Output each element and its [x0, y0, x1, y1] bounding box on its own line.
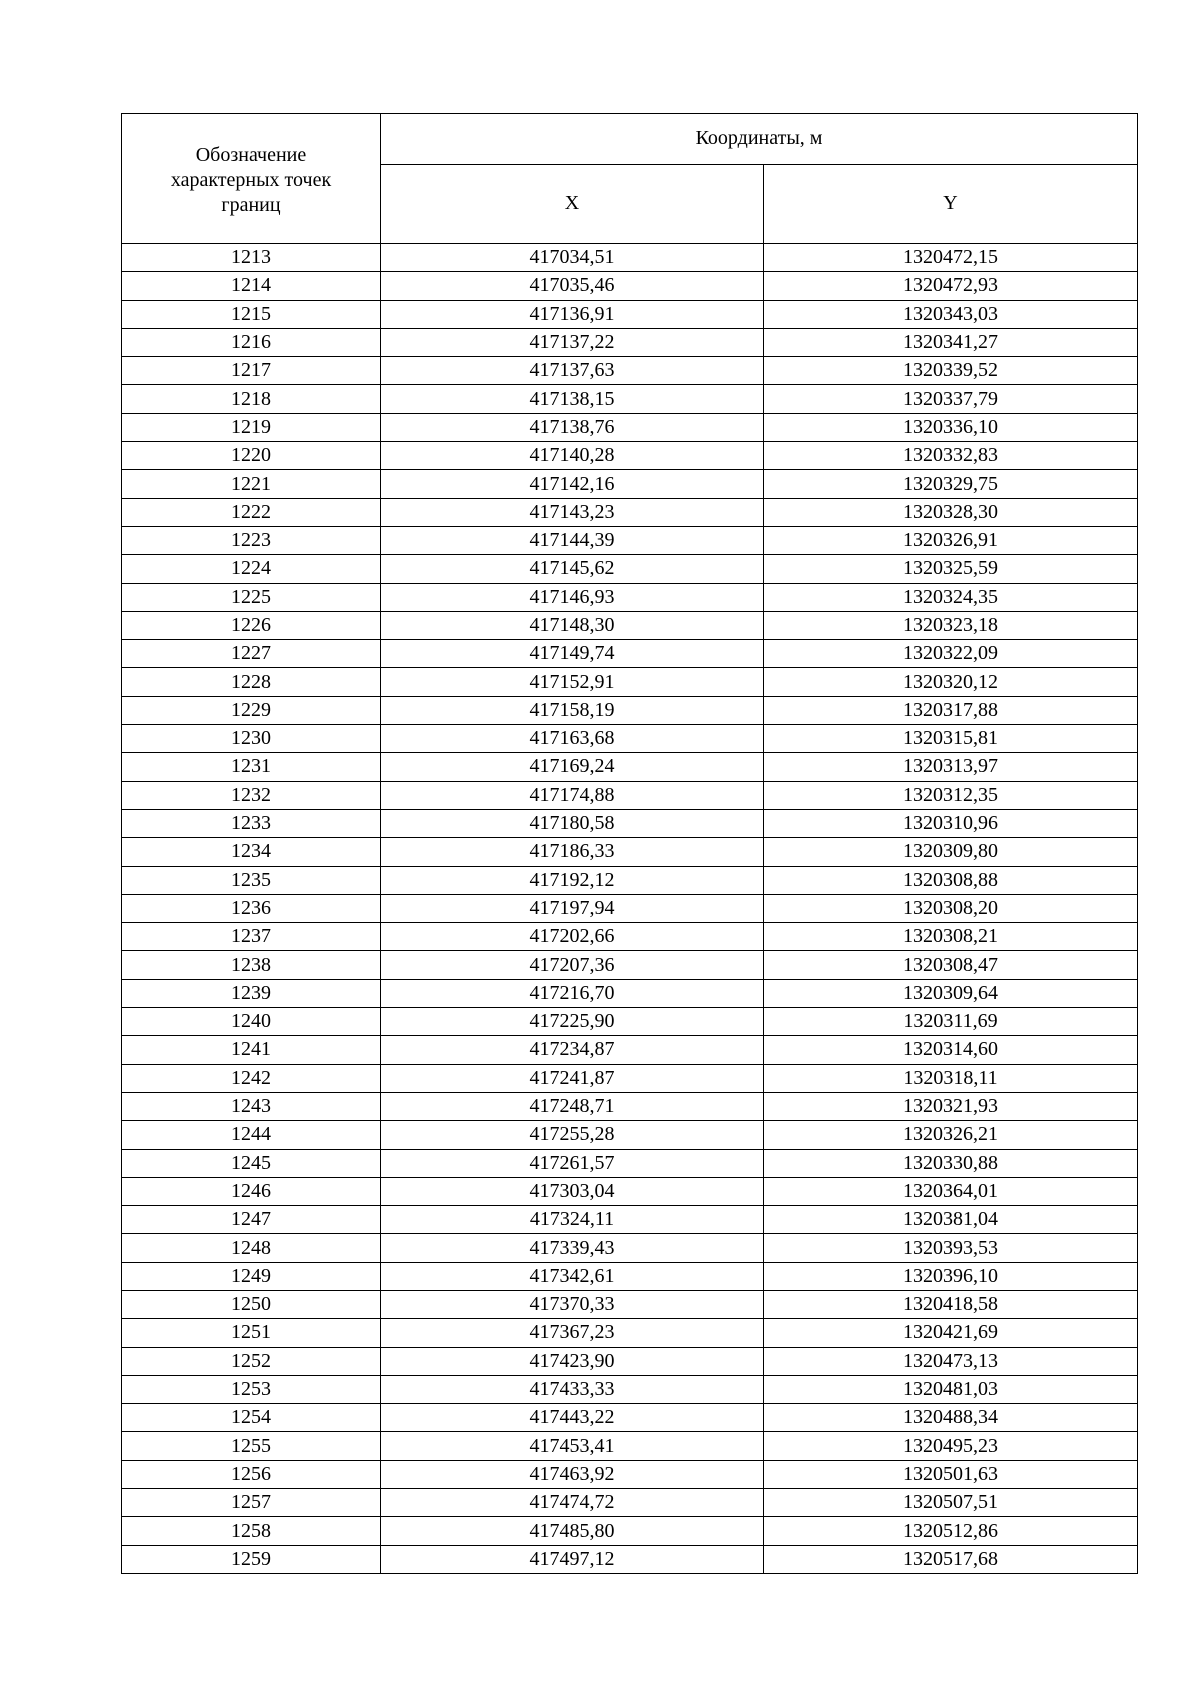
table-row [122, 781, 1138, 809]
point-number-cell: 1241 [122, 1036, 381, 1064]
x-coordinate-cell: 417197,94 [381, 894, 764, 922]
y-coordinate-cell: 1320309,80 [764, 838, 1138, 866]
y-column-header: Y [764, 164, 1138, 243]
y-coordinate-cell: 1320329,75 [764, 470, 1138, 498]
table-row [122, 1149, 1138, 1177]
table-row [122, 1234, 1138, 1262]
point-number-cell: 1248 [122, 1234, 381, 1262]
point-number-cell: 1245 [122, 1149, 381, 1177]
table-row [122, 1036, 1138, 1064]
point-number-cell: 1250 [122, 1290, 381, 1318]
y-coordinate-cell: 1320336,10 [764, 413, 1138, 441]
point-number-cell: 1221 [122, 470, 381, 498]
y-coordinate-cell: 1320325,59 [764, 555, 1138, 583]
point-designation-header [122, 114, 381, 244]
point-number-cell: 1229 [122, 696, 381, 724]
table-row [122, 272, 1138, 300]
y-coordinate-cell: 1320364,01 [764, 1177, 1138, 1205]
point-number-cell: 1213 [122, 244, 381, 272]
y-coordinate-cell: 1320396,10 [764, 1262, 1138, 1290]
point-number-cell: 1230 [122, 725, 381, 753]
table-row [122, 668, 1138, 696]
table-row [122, 1121, 1138, 1149]
table-row [122, 328, 1138, 356]
point-number-cell: 1256 [122, 1460, 381, 1488]
table-row [122, 583, 1138, 611]
point-number-cell: 1219 [122, 413, 381, 441]
x-coordinate-cell: 417174,88 [381, 781, 764, 809]
x-coordinate-cell: 417146,93 [381, 583, 764, 611]
table-row [122, 838, 1138, 866]
y-coordinate-cell: 1320473,13 [764, 1347, 1138, 1375]
y-coordinate-cell: 1320323,18 [764, 611, 1138, 639]
point-number-cell: 1227 [122, 640, 381, 668]
point-number-cell: 1247 [122, 1206, 381, 1234]
point-number-cell: 1254 [122, 1404, 381, 1432]
table-row [122, 809, 1138, 837]
x-coordinate-cell: 417143,23 [381, 498, 764, 526]
x-coordinate-cell: 417234,87 [381, 1036, 764, 1064]
y-coordinate-cell: 1320507,51 [764, 1489, 1138, 1517]
y-coordinate-cell: 1320339,52 [764, 357, 1138, 385]
x-coordinate-cell: 417163,68 [381, 725, 764, 753]
point-number-cell: 1231 [122, 753, 381, 781]
point-number-cell: 1214 [122, 272, 381, 300]
table-row [122, 866, 1138, 894]
x-coordinate-cell: 417035,46 [381, 272, 764, 300]
x-coordinate-cell: 417138,76 [381, 413, 764, 441]
table-row [122, 470, 1138, 498]
point-number-cell: 1233 [122, 809, 381, 837]
x-coordinate-cell: 417207,36 [381, 951, 764, 979]
table-row [122, 725, 1138, 753]
coordinates-header: Координаты, м [381, 114, 1138, 165]
point-number-cell: 1226 [122, 611, 381, 639]
table-row [122, 979, 1138, 1007]
table-row [122, 442, 1138, 470]
x-column-header: X [381, 164, 764, 243]
x-coordinate-cell: 417324,11 [381, 1206, 764, 1234]
x-coordinate-cell: 417144,39 [381, 526, 764, 554]
y-coordinate-cell: 1320332,83 [764, 442, 1138, 470]
x-coordinate-cell: 417152,91 [381, 668, 764, 696]
point-number-cell: 1224 [122, 555, 381, 583]
y-coordinate-cell: 1320313,97 [764, 753, 1138, 781]
table-row [122, 1404, 1138, 1432]
table-row [122, 1517, 1138, 1545]
y-coordinate-cell: 1320320,12 [764, 668, 1138, 696]
y-coordinate-cell: 1320308,88 [764, 866, 1138, 894]
y-coordinate-cell: 1320309,64 [764, 979, 1138, 1007]
x-coordinate-cell: 417367,23 [381, 1319, 764, 1347]
point-number-cell: 1238 [122, 951, 381, 979]
point-number-cell: 1220 [122, 442, 381, 470]
x-coordinate-cell: 417248,71 [381, 1092, 764, 1120]
point-number-cell: 1259 [122, 1545, 381, 1573]
table-row [122, 1545, 1138, 1573]
x-coordinate-cell: 417192,12 [381, 866, 764, 894]
point-number-cell: 1242 [122, 1064, 381, 1092]
x-coordinate-cell: 417202,66 [381, 923, 764, 951]
y-coordinate-cell: 1320341,27 [764, 328, 1138, 356]
y-coordinate-cell: 1320321,93 [764, 1092, 1138, 1120]
x-coordinate-cell: 417136,91 [381, 300, 764, 328]
point-number-cell: 1255 [122, 1432, 381, 1460]
point-number-cell: 1218 [122, 385, 381, 413]
table-row [122, 640, 1138, 668]
y-coordinate-cell: 1320326,91 [764, 526, 1138, 554]
point-number-cell: 1228 [122, 668, 381, 696]
x-coordinate-cell: 417137,63 [381, 357, 764, 385]
x-coordinate-cell: 417453,41 [381, 1432, 764, 1460]
table-header [122, 114, 1138, 244]
point-number-cell: 1234 [122, 838, 381, 866]
table-row [122, 923, 1138, 951]
point-header-line-2: характерных точек [170, 169, 332, 191]
x-coordinate-cell: 417474,72 [381, 1489, 764, 1517]
table-row [122, 951, 1138, 979]
point-number-cell: 1243 [122, 1092, 381, 1120]
point-number-cell: 1225 [122, 583, 381, 611]
table-row [122, 357, 1138, 385]
point-number-cell: 1215 [122, 300, 381, 328]
point-number-cell: 1244 [122, 1121, 381, 1149]
table-row [122, 1319, 1138, 1347]
table-body [122, 244, 1138, 1574]
y-coordinate-cell: 1320337,79 [764, 385, 1138, 413]
x-coordinate-cell: 417241,87 [381, 1064, 764, 1092]
x-coordinate-cell: 417339,43 [381, 1234, 764, 1262]
point-number-cell: 1222 [122, 498, 381, 526]
y-coordinate-cell: 1320472,15 [764, 244, 1138, 272]
table-row [122, 1008, 1138, 1036]
y-coordinate-cell: 1320381,04 [764, 1206, 1138, 1234]
table-row [122, 1092, 1138, 1120]
point-number-cell: 1235 [122, 866, 381, 894]
y-coordinate-cell: 1320472,93 [764, 272, 1138, 300]
table-row [122, 555, 1138, 583]
x-coordinate-cell: 417370,33 [381, 1290, 764, 1318]
table-row [122, 1432, 1138, 1460]
y-coordinate-cell: 1320330,88 [764, 1149, 1138, 1177]
table-row [122, 498, 1138, 526]
x-coordinate-cell: 417485,80 [381, 1517, 764, 1545]
y-coordinate-cell: 1320343,03 [764, 300, 1138, 328]
x-coordinate-cell: 417148,30 [381, 611, 764, 639]
point-number-cell: 1216 [122, 328, 381, 356]
y-coordinate-cell: 1320308,21 [764, 923, 1138, 951]
x-coordinate-cell: 417342,61 [381, 1262, 764, 1290]
y-coordinate-cell: 1320393,53 [764, 1234, 1138, 1262]
y-coordinate-cell: 1320328,30 [764, 498, 1138, 526]
coordinates-table [121, 113, 1138, 1574]
point-number-cell: 1240 [122, 1008, 381, 1036]
point-number-cell: 1236 [122, 894, 381, 922]
x-coordinate-cell: 417145,62 [381, 555, 764, 583]
y-coordinate-cell: 1320315,81 [764, 725, 1138, 753]
header-row-top [122, 114, 1138, 165]
x-coordinate-cell: 417186,33 [381, 838, 764, 866]
point-number-cell: 1217 [122, 357, 381, 385]
point-number-cell: 1232 [122, 781, 381, 809]
y-coordinate-cell: 1320314,60 [764, 1036, 1138, 1064]
table-row [122, 300, 1138, 328]
x-coordinate-cell: 417225,90 [381, 1008, 764, 1036]
x-coordinate-cell: 417261,57 [381, 1149, 764, 1177]
x-coordinate-cell: 417463,92 [381, 1460, 764, 1488]
point-number-cell: 1253 [122, 1375, 381, 1403]
x-coordinate-cell: 417149,74 [381, 640, 764, 668]
point-number-cell: 1237 [122, 923, 381, 951]
y-coordinate-cell: 1320308,20 [764, 894, 1138, 922]
table-row [122, 696, 1138, 724]
x-coordinate-cell: 417443,22 [381, 1404, 764, 1432]
y-coordinate-cell: 1320310,96 [764, 809, 1138, 837]
point-number-cell: 1246 [122, 1177, 381, 1205]
point-number-cell: 1251 [122, 1319, 381, 1347]
x-coordinate-cell: 417169,24 [381, 753, 764, 781]
point-number-cell: 1239 [122, 979, 381, 1007]
point-number-cell: 1252 [122, 1347, 381, 1375]
x-coordinate-cell: 417433,33 [381, 1375, 764, 1403]
y-coordinate-cell: 1320517,68 [764, 1545, 1138, 1573]
table-row [122, 1460, 1138, 1488]
x-coordinate-cell: 417140,28 [381, 442, 764, 470]
y-coordinate-cell: 1320326,21 [764, 1121, 1138, 1149]
point-header-line-1: Обозначение [195, 144, 307, 166]
table-row [122, 1177, 1138, 1205]
table-row [122, 894, 1138, 922]
table-row [122, 1375, 1138, 1403]
x-coordinate-cell: 417255,28 [381, 1121, 764, 1149]
point-number-cell: 1249 [122, 1262, 381, 1290]
y-coordinate-cell: 1320311,69 [764, 1008, 1138, 1036]
point-number-cell: 1258 [122, 1517, 381, 1545]
y-coordinate-cell: 1320308,47 [764, 951, 1138, 979]
y-coordinate-cell: 1320481,03 [764, 1375, 1138, 1403]
y-coordinate-cell: 1320318,11 [764, 1064, 1138, 1092]
x-coordinate-cell: 417158,19 [381, 696, 764, 724]
x-coordinate-cell: 417138,15 [381, 385, 764, 413]
table-row [122, 1064, 1138, 1092]
y-coordinate-cell: 1320488,34 [764, 1404, 1138, 1432]
y-coordinate-cell: 1320312,35 [764, 781, 1138, 809]
table-row [122, 244, 1138, 272]
x-coordinate-cell: 417216,70 [381, 979, 764, 1007]
x-coordinate-cell: 417180,58 [381, 809, 764, 837]
x-coordinate-cell: 417142,16 [381, 470, 764, 498]
x-coordinate-cell: 417303,04 [381, 1177, 764, 1205]
y-coordinate-cell: 1320322,09 [764, 640, 1138, 668]
point-number-cell: 1257 [122, 1489, 381, 1517]
table-row [122, 1489, 1138, 1517]
table-row [122, 1347, 1138, 1375]
x-coordinate-cell: 417497,12 [381, 1545, 764, 1573]
table-row [122, 1206, 1138, 1234]
y-coordinate-cell: 1320317,88 [764, 696, 1138, 724]
y-coordinate-cell: 1320495,23 [764, 1432, 1138, 1460]
y-coordinate-cell: 1320512,86 [764, 1517, 1138, 1545]
point-number-cell: 1223 [122, 526, 381, 554]
y-coordinate-cell: 1320421,69 [764, 1319, 1138, 1347]
table-row [122, 753, 1138, 781]
x-coordinate-cell: 417137,22 [381, 328, 764, 356]
y-coordinate-cell: 1320501,63 [764, 1460, 1138, 1488]
table-row [122, 385, 1138, 413]
table-row [122, 413, 1138, 441]
x-coordinate-cell: 417034,51 [381, 244, 764, 272]
table-row [122, 1290, 1138, 1318]
point-header-line-3: границ [221, 194, 281, 216]
y-coordinate-cell: 1320418,58 [764, 1290, 1138, 1318]
table-row [122, 611, 1138, 639]
y-coordinate-cell: 1320324,35 [764, 583, 1138, 611]
x-coordinate-cell: 417423,90 [381, 1347, 764, 1375]
table-row [122, 1262, 1138, 1290]
table-row [122, 526, 1138, 554]
